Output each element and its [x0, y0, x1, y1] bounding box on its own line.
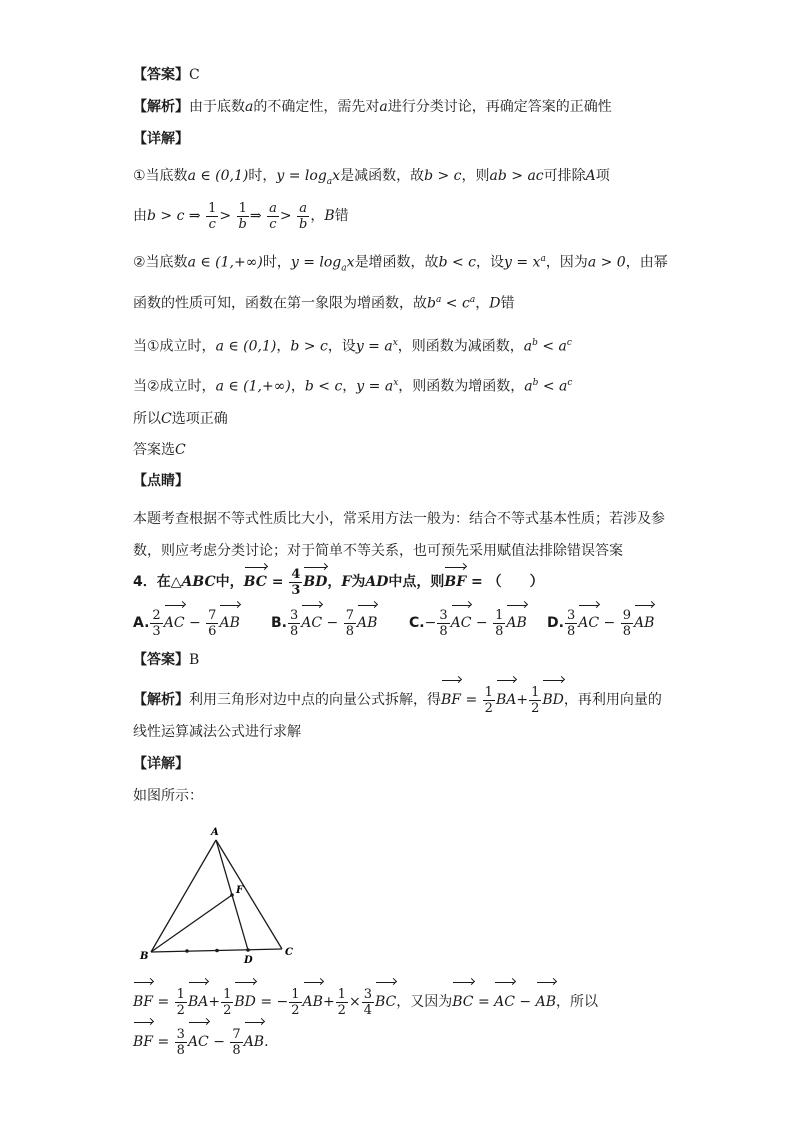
analysis-tag: 【解析】 [133, 692, 189, 708]
math: x [332, 168, 341, 184]
q3-when1-line [133, 333, 572, 357]
text: ，由幂 [625, 254, 668, 271]
text: ，则函数为减函数， [397, 338, 524, 355]
option-c[interactable]: C.− $\frac{3}{8}$ AC − $\frac{1}{8}$ AB [409, 603, 547, 639]
math: B [324, 208, 335, 224]
text: ， [310, 208, 325, 224]
q3-comment-text: 本题考查根据不等式性质比大小，常采用方法一般为：结合不等式基本性质；若涉及参数，则应考虑分类讨论；对于简单不等关系，也可预先采用赋值法排除错误答案 [133, 511, 665, 559]
q4-detail-tag [133, 754, 189, 774]
fraction: $\frac{1}{b}$ [238, 200, 247, 232]
q3-analysis-line [133, 97, 612, 117]
q3-comment-tag [133, 471, 189, 491]
question-number: 4．在 [133, 574, 171, 590]
q4-stem [133, 565, 544, 598]
answer-tag: 【答案】 [133, 652, 189, 668]
label-b: B [140, 951, 149, 962]
q4-solution-line-1: BF = $\frac{1}{2}$ BA+ $\frac{1}{2}$ BD = − $\frac{1}{2}$ AB+ $\frac{1}{2}$ × $\frac{3}{4}$ BC，又因为BC = AC − AB，所以 [133, 980, 598, 1019]
text: 时， [248, 168, 277, 184]
vector: BC [244, 565, 267, 594]
math: = [266, 574, 289, 590]
math-sup: x [393, 378, 399, 388]
math: b < c [304, 378, 343, 395]
text: ， [475, 295, 490, 312]
text: ，则 [461, 168, 490, 184]
text: 错 [500, 295, 515, 312]
text: 中， [215, 574, 244, 590]
math: y = log [290, 254, 342, 271]
math: b [427, 295, 436, 312]
q4-options [133, 603, 685, 639]
math: < c [441, 295, 470, 312]
math: F [341, 574, 352, 590]
q3-deduce-line: 由b > c ⇒ $\frac{1}{c}$ > $\frac{1}{b}$ ⇒ $\frac{a}{c}$ > $\frac{a}{b}$ ，B错 [133, 200, 349, 232]
option-a[interactable]: A. $\frac{2}{3}$ AC − $\frac{7}{6}$ AB [133, 603, 271, 639]
text: ，再利用向量的 [563, 692, 662, 708]
point-tick-2 [215, 949, 219, 953]
text: 由于底数 [189, 99, 245, 115]
math-sup: a [540, 254, 546, 264]
fraction: $\frac{a}{c}$ [269, 200, 277, 232]
math: △ABC [170, 574, 216, 590]
math: y = x [504, 254, 541, 271]
math-sup: a [469, 295, 476, 305]
text: ，所以 [556, 994, 599, 1010]
math: y = a [356, 378, 394, 395]
math: D [489, 295, 501, 312]
text: 答案选 [133, 442, 175, 458]
text: 所以 [133, 411, 161, 427]
q3-answer-line [133, 65, 200, 85]
math: y = a [355, 338, 393, 355]
math-var: a [245, 99, 254, 115]
math: AD [365, 574, 389, 590]
vector: BD [303, 565, 327, 594]
text: ， [290, 378, 305, 395]
math: y = log [276, 168, 327, 184]
text: ，则函数为增函数， [398, 378, 525, 395]
analysis-tag: 【解析】 [133, 99, 189, 115]
point-d [246, 948, 250, 952]
math-var: a [379, 99, 388, 115]
math: a [523, 338, 533, 355]
detail-tag: 【详解】 [133, 756, 189, 772]
math: a ∈ (0,1) [215, 338, 277, 355]
math-sub: a [326, 176, 333, 187]
math-sup: c [567, 378, 573, 388]
math-sup: a [435, 295, 442, 305]
math: A [585, 168, 596, 184]
fraction: $\frac{a}{b}$ [299, 200, 308, 232]
q4-figure-intro: 如图所示： [133, 788, 203, 804]
text: 是减函数，故 [340, 168, 425, 184]
label-a: A [211, 827, 219, 838]
math: a > 0 [587, 254, 626, 271]
text: 中点，则 [388, 574, 445, 590]
text: 函数的性质可知，函数在第一象限为增函数，故 [133, 295, 427, 312]
text: ， [327, 574, 342, 590]
vector: BF [444, 565, 466, 594]
text: 选项正确 [171, 411, 228, 427]
math: C [175, 442, 186, 458]
q4-analysis-line-2: 线性运算减法公式进行求解 [133, 724, 301, 740]
label-c: C [285, 947, 293, 958]
math: ab > ac [489, 168, 544, 184]
option-b[interactable]: B. $\frac{3}{8}$ AC − $\frac{7}{8}$ AB [271, 603, 409, 639]
text: 的不确定性，需先对 [253, 99, 380, 115]
math-sup: b [532, 338, 538, 348]
math: a ∈ (1,+∞) [187, 254, 263, 271]
q3-when2-line [133, 373, 572, 397]
math: C [161, 411, 172, 427]
answer-value: C [189, 67, 200, 83]
text: ②当底数 [133, 254, 188, 271]
triangle-figure [135, 822, 305, 967]
math: a ∈ (1,+∞) [215, 378, 291, 395]
math: b > c [290, 338, 328, 355]
math: < a [537, 338, 567, 355]
option-d[interactable]: D. $\frac{3}{8}$ AC − $\frac{9}{8}$ AB [547, 603, 685, 639]
segment-bf [151, 895, 232, 952]
fraction: $\frac{1}{c}$ [208, 200, 217, 232]
answer-value: B [189, 652, 200, 668]
fraction: $\frac{4}{3}$ [291, 566, 301, 598]
q4-analysis-line: 【解析】利用三角形对边中点的向量公式拆解，得BF = $\frac{1}{2}$ BA+ $\frac{1}{2}$ BD，再利用向量的 [133, 678, 662, 717]
math-sup: x [392, 338, 398, 348]
q3-case2-line [133, 249, 668, 278]
q4-answer-line [133, 650, 199, 670]
text: ，又因为 [396, 994, 453, 1010]
text: ①当底数 [133, 168, 188, 184]
point-f [230, 893, 234, 897]
text: 当①成立时， [133, 338, 216, 355]
math: x [346, 254, 355, 271]
math: b < c [438, 254, 476, 271]
text: 时， [262, 254, 291, 271]
side-ab [151, 840, 216, 952]
math: a ∈ (0,1) [187, 168, 249, 184]
text: 项 [595, 168, 610, 184]
math: a [524, 378, 533, 395]
text: ，因为 [545, 254, 588, 271]
q4-solution-line-2: BF = $\frac{3}{8}$ AC − $\frac{7}{8}$ AB. [133, 1020, 269, 1059]
q3-detail-tag [133, 129, 189, 149]
math-sup: c [566, 338, 572, 348]
comment-tag: 【点睛】 [133, 473, 189, 489]
q3-case2b-line [133, 290, 514, 314]
text: ，设 [327, 338, 356, 355]
text: 进行分类讨论，再确定答案的正确性 [387, 99, 612, 115]
text: . [264, 1034, 269, 1050]
text: 错 [334, 208, 349, 224]
label-d: D [244, 955, 253, 966]
text: 当②成立时， [133, 378, 216, 395]
label-f: F [236, 885, 244, 896]
math-sup: b [532, 378, 539, 388]
text: 由 [133, 208, 147, 224]
detail-tag: 【详解】 [133, 131, 189, 147]
math: b > c [424, 168, 462, 184]
text: 可排除 [543, 168, 586, 184]
q3-so-line [133, 409, 228, 429]
text: ， [276, 338, 291, 355]
text: 利用三角形对边中点的向量公式拆解，得 [189, 692, 441, 708]
text: 是增函数，故 [354, 254, 439, 271]
side-ac [216, 840, 282, 949]
point-tick-1 [185, 949, 189, 953]
math: < a [538, 378, 568, 395]
answer-tag: 【答案】 [133, 67, 189, 83]
q3-case1-line [133, 166, 610, 192]
text: 为 [351, 574, 366, 590]
text: ， [342, 378, 357, 395]
q3-final-line [133, 440, 186, 460]
math-sub: a [341, 263, 347, 274]
text: = （ ） [466, 574, 544, 590]
text: ，设 [476, 254, 504, 271]
math: b > c ⇒ [147, 208, 201, 224]
